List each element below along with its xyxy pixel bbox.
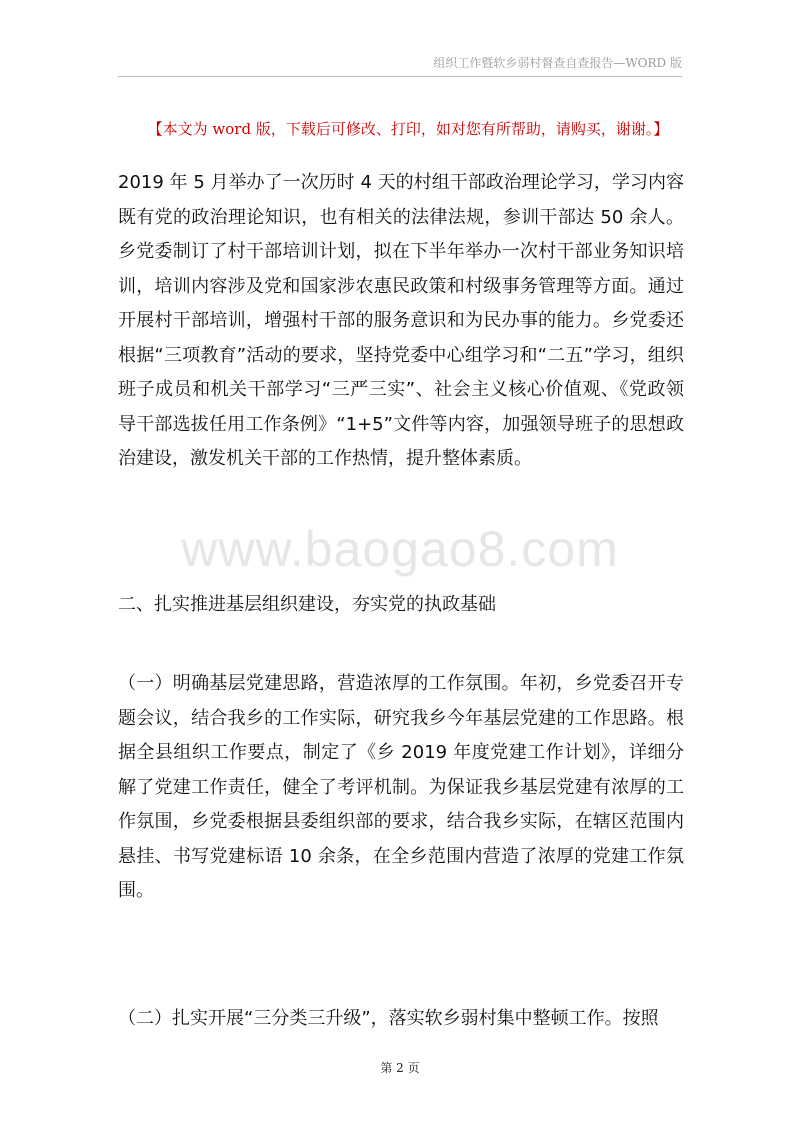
- body-paragraph-study: 2019 年 5 月举办了一次历时 4 天的村组干部政治理论学习，学习内容既有党的政治理论知识，也有相关的法律法规，参训干部达 50 余人。乡党委制订了村干部培训计划，拟在下半年举办一次村干部业务知识培训，培训内容涉及党和国家涉农惠民政策和村级事务管理等方面。通过开展村干部培训，增强村干部的服务意识和为民办事的能力。乡党委还根据“三项教育”活动的要求，坚持党委中心组学习和“二五”学习，组织班子成员和机关干部学习“三严三实”、社会主义核心价值观、《党政领导干部选拔任用工作条例》“1+5”文件等内容，加强领导班子的思想政治建设，激发机关干部的工作热情，提升整体素质。: [118, 172, 684, 469]
- watermark: www.baogao8.com: [181, 521, 619, 577]
- body-paragraph-party-building: （一）明确基层党建思路，营造浓厚的工作氛围。年初，乡党委召开专题会议，结合我乡的工作实际，研究我乡今年基层党建的工作思路。根据全县组织工作要点，制定了《乡 2019 年度党建工作计划》，详细分解了党建工作责任，健全了考评机制。为保证我乡基层党建有浓厚的工作氛围，乡党委根据县委组织部的要求，结合我乡实际，在辖区范围内悬挂、书写党建标语 10 余条，在全乡范围内营造了浓厚的党建工作氛围。: [118, 673, 684, 901]
- running-header: 组织工作暨软乡弱村督查自查报告—WORD 版: [433, 56, 682, 70]
- body-paragraph-rectification: （二）扎实开展“三分类三升级”，落实软乡弱村集中整顿工作。按照: [118, 1008, 659, 1029]
- header-divider: [118, 76, 682, 77]
- page-number: 第 2 页: [380, 1061, 420, 1075]
- section-heading: 二、扎实推进基层组织建设，夯实党的执政基础: [118, 594, 496, 615]
- purchase-notice: 【本文为 word 版，下载后可修改、打印，如对您有所帮助，请购买，谢谢。】: [147, 120, 669, 138]
